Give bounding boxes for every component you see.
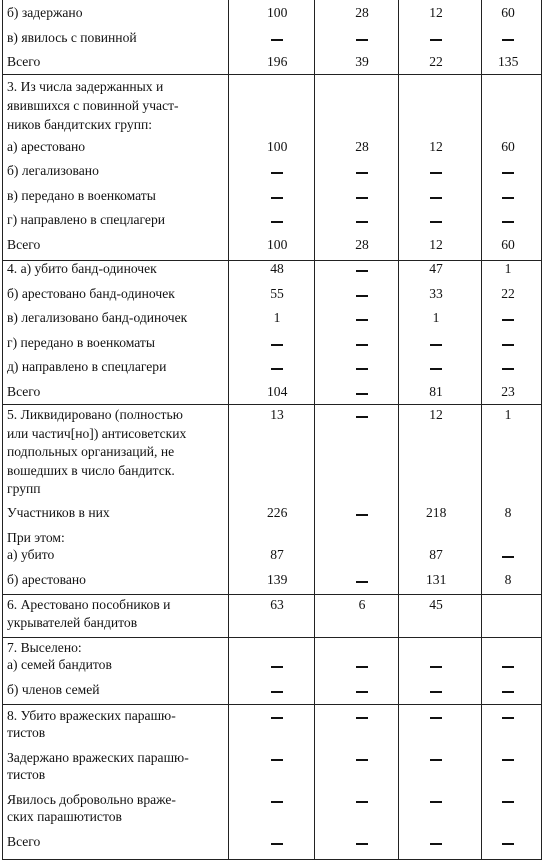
dash-mark: [502, 197, 514, 199]
row-label: Всего: [7, 834, 41, 849]
value-cell: 1: [273, 310, 281, 325]
value-cell: 135: [498, 54, 519, 69]
row-label: ников бандитских групп:: [7, 117, 153, 132]
table-row-rule: [2, 704, 541, 705]
table-column-rule: [2, 0, 3, 860]
value-cell: 63: [270, 597, 284, 612]
dash-mark: [356, 270, 368, 272]
value-cell: 28: [355, 5, 369, 20]
dash-mark: [356, 416, 368, 418]
dash-mark: [356, 666, 368, 668]
row-label: 5. Ликвидировано (полностью: [7, 407, 183, 422]
row-label: в) легализовано банд-одиночек: [7, 310, 188, 325]
dash-mark: [430, 344, 442, 346]
dash-mark: [430, 666, 442, 668]
value-cell: 48: [270, 261, 284, 276]
dash-mark: [271, 344, 283, 346]
value-cell: 39: [355, 54, 369, 69]
row-label: 6. Арестовано пособников и: [7, 597, 171, 612]
value-cell: 45: [429, 597, 443, 612]
table-row-rule: [2, 74, 541, 75]
dash-mark: [502, 717, 514, 719]
dash-mark: [502, 368, 514, 370]
dash-mark: [271, 197, 283, 199]
dash-mark: [356, 843, 368, 845]
row-label: групп: [7, 481, 41, 496]
value-cell: 8: [504, 572, 512, 587]
value-cell: 12: [429, 139, 443, 154]
row-label: или частич[но]) антисоветских: [7, 425, 187, 441]
dash-mark: [356, 717, 368, 719]
dash-mark: [502, 172, 514, 174]
value-cell: 1: [504, 261, 512, 276]
row-label: 3. Из числа задержанных и: [7, 79, 164, 94]
value-cell: 87: [429, 547, 443, 562]
value-cell: 22: [501, 286, 515, 301]
dash-mark: [271, 172, 283, 174]
row-label: а) семей бандитов: [7, 657, 112, 672]
value-cell: 55: [270, 286, 284, 301]
value-cell: 8: [504, 505, 512, 520]
dash-mark: [356, 581, 368, 583]
table-row-rule: [2, 859, 541, 860]
dash-mark: [502, 556, 514, 558]
dash-mark: [430, 759, 442, 761]
dash-mark: [271, 221, 283, 223]
value-cell: 12: [429, 407, 443, 422]
dash-mark: [430, 843, 442, 845]
dash-mark: [430, 39, 442, 41]
dash-mark: [430, 172, 442, 174]
row-label: явившихся с повинной участ-: [7, 98, 179, 113]
table-column-rule: [481, 0, 482, 860]
value-cell: 60: [501, 237, 515, 252]
row-label: подпольных организаций, не: [7, 444, 175, 459]
table-column-rule: [398, 0, 399, 860]
row-label: укрывателей бандитов: [7, 614, 138, 630]
value-cell: 226: [267, 505, 288, 520]
dash-mark: [356, 691, 368, 693]
row-label: в) передано в военкоматы: [7, 188, 156, 203]
dash-mark: [430, 197, 442, 199]
dash-mark: [502, 666, 514, 668]
value-cell: 87: [270, 547, 284, 562]
dash-mark: [430, 801, 442, 803]
row-label: в) явилось с повинной: [7, 30, 137, 45]
value-cell: 104: [267, 384, 288, 399]
row-label: ских парашютистов: [7, 809, 122, 824]
value-cell: 13: [270, 407, 284, 422]
table-row-rule: [2, 637, 541, 638]
row-label: Участников в них: [7, 505, 110, 520]
dash-mark: [271, 759, 283, 761]
dash-mark: [356, 801, 368, 803]
value-cell: 60: [501, 139, 515, 154]
value-cell: 1: [504, 407, 512, 422]
value-cell: 100: [267, 139, 288, 154]
row-label: б) членов семей: [7, 682, 100, 697]
dash-mark: [356, 393, 368, 395]
dash-mark: [502, 344, 514, 346]
value-cell: 6: [358, 597, 366, 612]
value-cell: 196: [267, 54, 288, 69]
dash-mark: [502, 801, 514, 803]
dash-mark: [356, 172, 368, 174]
dash-mark: [502, 843, 514, 845]
value-cell: 23: [501, 384, 515, 399]
dash-mark: [502, 319, 514, 321]
value-cell: 28: [355, 237, 369, 252]
dash-mark: [271, 666, 283, 668]
row-label: б) легализовано: [7, 163, 99, 178]
dash-mark: [356, 368, 368, 370]
value-cell: 12: [429, 237, 443, 252]
value-cell: 100: [267, 5, 288, 20]
row-label: б) арестовано банд-одиночек: [7, 286, 175, 301]
table-column-rule: [228, 0, 229, 860]
dash-mark: [271, 691, 283, 693]
row-label: Явилось добровольно враже-: [7, 792, 176, 807]
dash-mark: [271, 801, 283, 803]
row-label: 4. а) убито банд-одиночек: [7, 261, 157, 276]
dash-mark: [271, 843, 283, 845]
row-label: г) направлено в спецлагери: [7, 212, 166, 227]
value-cell: 60: [501, 5, 515, 20]
row-label: б) задержано: [7, 5, 83, 20]
value-cell: 28: [355, 139, 369, 154]
dash-mark: [502, 221, 514, 223]
dash-mark: [430, 717, 442, 719]
row-label: 7. Выселено:: [7, 640, 82, 655]
value-cell: 139: [267, 572, 288, 587]
dash-mark: [271, 717, 283, 719]
dash-mark: [356, 319, 368, 321]
row-label: а) убито: [7, 547, 55, 562]
value-cell: 100: [267, 237, 288, 252]
dash-mark: [502, 759, 514, 761]
dash-mark: [430, 368, 442, 370]
row-label: вошедших в число бандитск.: [7, 462, 175, 478]
row-label: тистов: [7, 725, 46, 740]
dash-mark: [356, 344, 368, 346]
value-cell: 1: [432, 310, 440, 325]
dash-mark: [356, 221, 368, 223]
dash-mark: [356, 197, 368, 199]
row-label: б) арестовано: [7, 572, 86, 587]
row-label: д) направлено в спецлагери: [7, 359, 167, 374]
dash-mark: [430, 691, 442, 693]
dash-mark: [502, 691, 514, 693]
table-row-rule: [2, 594, 541, 595]
row-label: 8. Убито вражеских парашю-: [7, 708, 176, 723]
row-label: При этом:: [7, 530, 65, 545]
row-label: а) арестовано: [7, 139, 86, 154]
value-cell: 12: [429, 5, 443, 20]
value-cell: 218: [426, 505, 447, 520]
table-column-rule: [541, 0, 542, 860]
value-cell: 81: [429, 384, 443, 399]
dash-mark: [271, 368, 283, 370]
row-label: Всего: [7, 237, 41, 252]
dash-mark: [356, 295, 368, 297]
row-label: Всего: [7, 384, 41, 399]
row-label: г) передано в военкоматы: [7, 335, 156, 350]
row-label: Всего: [7, 54, 41, 69]
dash-mark: [356, 514, 368, 516]
table-column-rule: [314, 0, 315, 860]
value-cell: 47: [429, 261, 443, 276]
row-label: тистов: [7, 767, 46, 782]
value-cell: 131: [426, 572, 447, 587]
value-cell: 33: [429, 286, 443, 301]
row-label: Задержано вражеских парашю-: [7, 750, 189, 765]
dash-mark: [356, 39, 368, 41]
dash-mark: [356, 759, 368, 761]
table-row-rule: [2, 404, 541, 405]
dash-mark: [502, 39, 514, 41]
dash-mark: [271, 39, 283, 41]
dash-mark: [430, 221, 442, 223]
value-cell: 22: [429, 54, 443, 69]
